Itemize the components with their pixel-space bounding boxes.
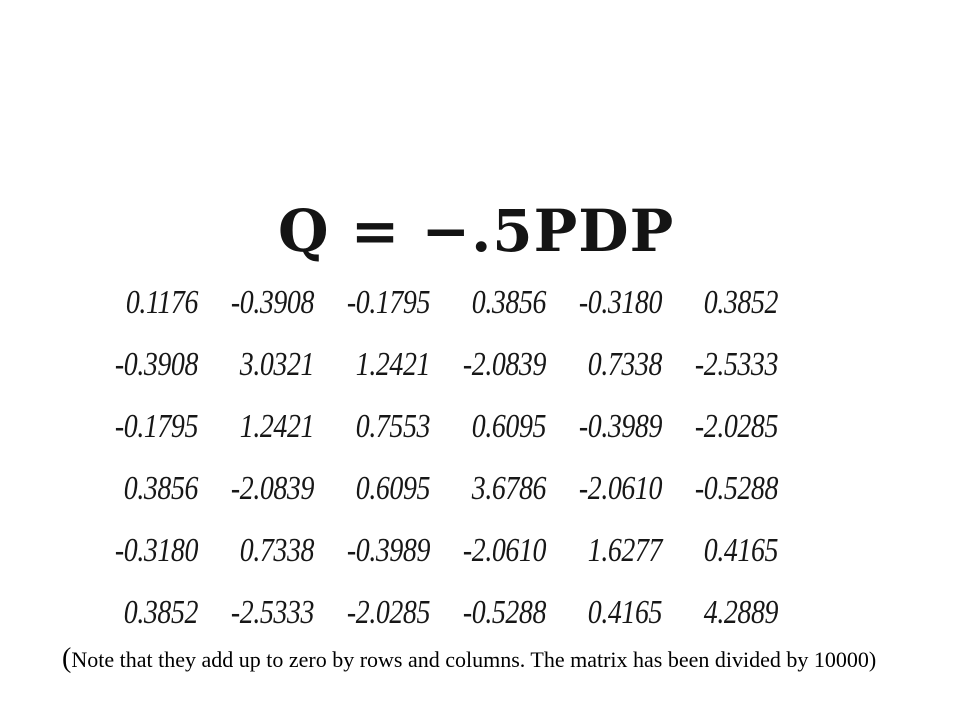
matrix-cell: 0.1176	[125, 284, 198, 321]
matrix-cell: 0.4165	[703, 532, 778, 569]
matrix-cell: -0.3180	[578, 284, 662, 321]
matrix-row	[82, 334, 778, 396]
matrix-cell: 4.2889	[703, 594, 778, 631]
matrix-cell: 0.7338	[587, 346, 662, 383]
matrix-cell: -2.0610	[578, 470, 662, 507]
matrix-row	[82, 520, 778, 582]
matrix-cell: 0.4165	[587, 594, 662, 631]
matrix-cell: 0.7338	[239, 532, 314, 569]
note-open-paren: (	[62, 643, 72, 674]
matrix-cell: -0.5288	[694, 470, 778, 507]
matrix-cell: 0.7553	[355, 408, 430, 445]
matrix-cell: -0.3180	[114, 532, 198, 569]
matrix-cell: 1.2421	[355, 346, 430, 383]
matrix-cell: -2.5333	[694, 346, 778, 383]
matrix-cell: -2.0839	[462, 346, 546, 383]
matrix-row	[82, 396, 778, 458]
matrix-cell: 1.6277	[587, 532, 662, 569]
matrix-cell: -0.3989	[346, 532, 430, 569]
matrix-cell: -2.0839	[230, 470, 314, 507]
matrix-cell: 0.6095	[355, 470, 430, 507]
matrix-table	[82, 272, 778, 644]
matrix-cell: 1.2421	[239, 408, 314, 445]
matrix-cell: 3.0321	[239, 346, 314, 383]
matrix-cell: -0.3989	[578, 408, 662, 445]
matrix-cell: 0.3852	[703, 284, 778, 321]
matrix-cell: -0.5288	[462, 594, 546, 631]
equation-title: Q = −.5PDP	[278, 197, 675, 265]
note-text: Note that they add up to zero by rows and columns. The matrix has been divided by 10000)	[71, 647, 877, 672]
matrix-cell: -0.1795	[114, 408, 198, 445]
matrix-cell: -0.1795	[346, 284, 430, 321]
matrix-row	[82, 458, 778, 520]
matrix-row	[82, 582, 778, 644]
matrix-cell: 0.6095	[471, 408, 546, 445]
matrix-row	[82, 272, 778, 334]
matrix-cell: 0.3856	[471, 284, 546, 321]
matrix-body	[82, 272, 778, 644]
matrix-cell: -2.5333	[230, 594, 314, 631]
matrix-cell: -2.0285	[694, 408, 778, 445]
matrix-cell: 0.3856	[123, 470, 198, 507]
matrix-cell: 3.6786	[471, 470, 546, 507]
matrix-cell: 0.3852	[123, 594, 198, 631]
matrix-cell: -2.0285	[346, 594, 430, 631]
matrix-cell: -2.0610	[462, 532, 546, 569]
matrix-cell: -0.3908	[114, 346, 198, 383]
matrix-note	[62, 644, 902, 675]
matrix-cell: -0.3908	[230, 284, 314, 321]
